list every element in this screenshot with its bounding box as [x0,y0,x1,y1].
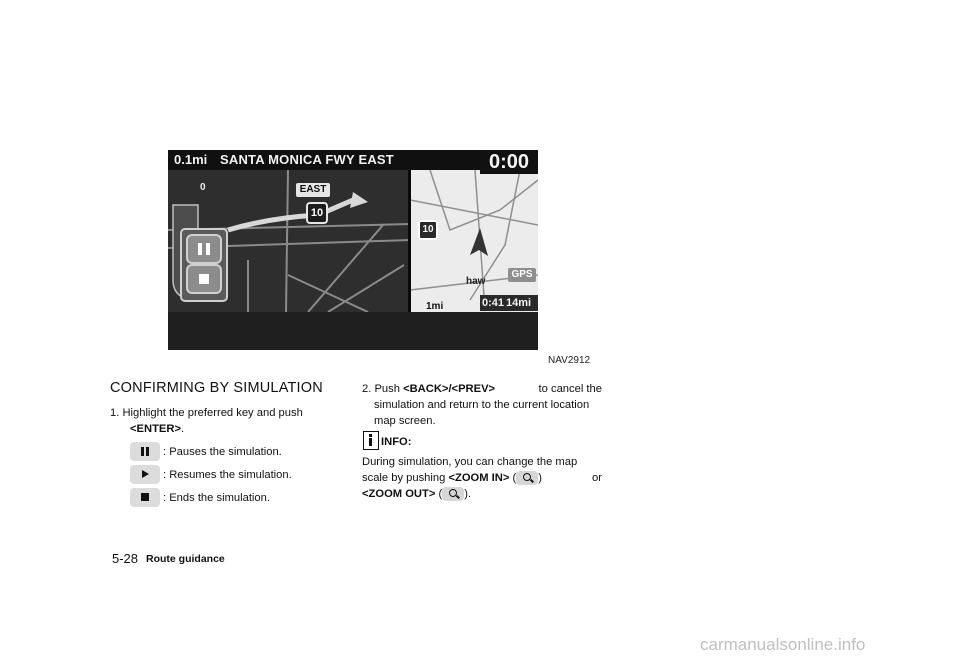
simulation-clock: 0:00 [480,150,538,174]
stop-button[interactable] [186,264,222,294]
info-line-3: <ZOOM OUT> ( ). [362,488,472,500]
watermark: carmanualsonline.info [700,635,866,654]
pause-icon [130,442,160,461]
step-2-line-3: map screen. [374,415,436,427]
info-title: INFO: [381,436,412,448]
section-heading: CONFIRMING BY SIMULATION [110,380,323,396]
info-line-2: scale by pushing <ZOOM IN> ( ) or [362,472,602,484]
zoom-in-key-label: <ZOOM IN> [448,472,510,484]
info-end: ). [464,488,472,500]
step-1 [110,405,345,421]
resume-description: : Resumes the simulation. [163,469,292,481]
step-1-suffix: . [180,423,185,435]
pause-description: : Pauses the simulation. [163,446,282,458]
end-description: : Ends the simulation. [163,492,270,504]
step-2-tail: to cancel the [538,383,602,395]
navigation-screen-image [168,150,538,350]
interstate-shield-left: 10 [306,202,328,224]
enter-key-label: <ENTER> [130,423,181,435]
info-or: or [592,472,602,484]
gps-badge: GPS [508,268,536,282]
info-line-1: During simulation, you can change the map [362,456,578,468]
step-2-prefix: 2. Push [362,383,400,395]
step-2-line-2: simulation and return to the current location [374,399,590,411]
map-scale: 1mi [426,301,444,312]
map-right-panel [410,170,538,312]
figure-code: NAV2912 [548,355,591,366]
screen-bezel [168,312,538,350]
zoom-out-key-label: <ZOOM OUT> [362,488,436,500]
eta-readout: 0:41 [480,295,538,311]
back-prev-key-label: <BACK>/<PREV> [403,383,496,395]
map-place-label: haw [466,276,486,287]
distance-readout: 0.1mi [174,152,208,167]
pause-button[interactable] [186,234,222,264]
street-name: SANTA MONICA FWY EAST [220,152,394,167]
page-number: 5-28 [112,551,139,566]
zoom-in-icon [516,471,538,485]
east-sign: EAST [296,183,330,197]
play-icon [130,465,160,484]
interstate-shield-right: 10 [418,220,438,240]
remaining-distance: 14mi [506,297,532,309]
stop-icon [130,488,160,507]
step-1-text: 1. Highlight the preferred key and push [110,407,303,419]
info-line-2-prefix: scale by pushing [362,472,446,484]
zero-label: 0 [200,182,206,193]
step-1-key-line [130,421,184,437]
info-icon [363,431,379,450]
split-divider [408,170,411,312]
chapter-title: Route guidance [146,553,225,565]
step-2 [362,381,602,397]
zoom-out-icon [442,487,464,501]
